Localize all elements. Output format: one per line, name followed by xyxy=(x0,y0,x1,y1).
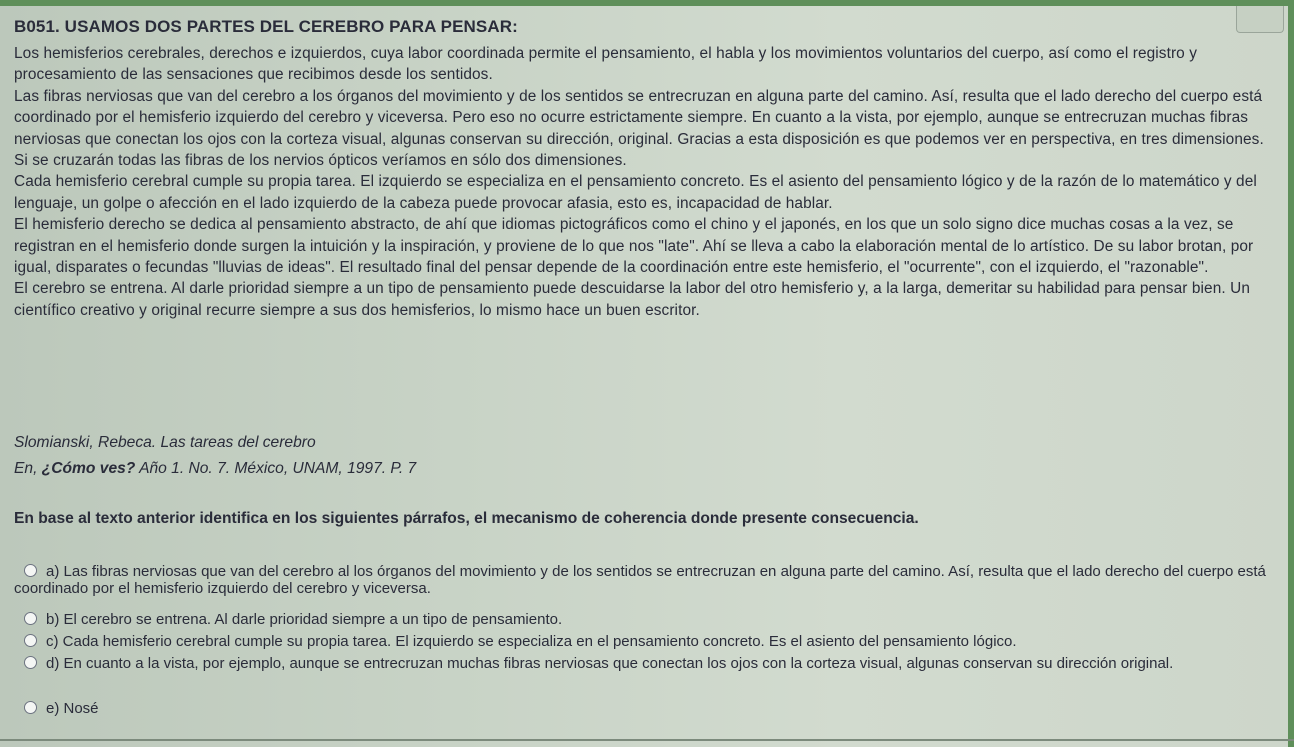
reading-passage xyxy=(14,43,1282,321)
option-e-label[interactable]: e) Nosé xyxy=(46,700,99,717)
top-accent-bar xyxy=(0,0,1294,6)
option-a-label[interactable]: a) Las fibras nerviosas que van del cerebro al los órganos del movimiento y de los sentidos se entrecruzan en alguna parte del camino. Así, resulta que el lado derecho del cuerpo está coordinado por el hemisferio izquierdo del cerebro y viceversa. xyxy=(14,563,1266,597)
passage-paragraph: El hemisferio derecho se dedica al pensamiento abstracto, de ahí que idiomas pictográficos como el chino y el japonés, en los que un solo signo dice muchas cosas a la vez, se registran en el hemisferio donde surgen la intuición y la inspiración, y proviene de lo que nos "late". Ahí se lleva a cabo la elaboración mental de lo artístico. De su labor brotan, por igual, disparates o fecundas "lluvias de ideas". El resultado final del pensar depende de la coordinación entre este hemisferio, el "ocurrente", con el izquierdo, el "razonable". xyxy=(14,216,1254,277)
radio-button-e[interactable] xyxy=(24,701,37,714)
radio-button-b[interactable] xyxy=(24,612,37,625)
answer-options xyxy=(14,563,1284,722)
bottom-divider xyxy=(0,739,1294,741)
radio-button-c[interactable] xyxy=(24,634,37,647)
passage-paragraph: El cerebro se entrena. Al darle prioridad siempre a un tipo de pensamiento puede descuidarse la labor del otro hemisferio y, a la larga, demeritar su habilidad para pensar bien. Un científico creativo y original recurre siempre a sus dos hemisferios, lo mismo hace un buen escritor. xyxy=(14,280,1250,319)
option-c[interactable] xyxy=(14,633,1284,655)
citation-magazine: ¿Cómo ves? xyxy=(41,460,136,477)
option-a[interactable] xyxy=(14,563,1284,611)
question-prompt: En base al texto anterior identifica en los siguientes párrafos, el mecanismo de coherencia donde presente consecuencia. xyxy=(14,510,919,527)
option-e[interactable] xyxy=(14,700,1284,722)
option-c-label[interactable]: c) Cada hemisferio cerebral cumple su propia tarea. El izquierdo se especializa en el pensamiento concreto. Es el asiento del pensamiento lógico. xyxy=(46,633,1017,650)
option-b-label[interactable]: b) El cerebro se entrena. Al darle prioridad siempre a un tipo de pensamiento. xyxy=(46,611,563,628)
question-title: B051. USAMOS DOS PARTES DEL CEREBRO PARA PENSAR: xyxy=(14,17,518,36)
right-accent-bar xyxy=(1288,0,1294,747)
citation xyxy=(14,430,416,482)
radio-button-d[interactable] xyxy=(24,656,37,669)
option-d[interactable] xyxy=(14,655,1284,700)
option-b[interactable] xyxy=(14,611,1284,633)
citation-details: Año 1. No. 7. México, UNAM, 1997. P. 7 xyxy=(135,460,417,477)
option-d-label[interactable]: d) En cuanto a la vista, por ejemplo, aunque se entrecruzan muchas fibras nerviosas que conectan los ojos con la corteza visual, algunas conservan su dirección original. xyxy=(46,655,1174,672)
passage-paragraph: Los hemisferios cerebrales, derechos e izquierdos, cuya labor coordinada permite el pensamiento, el habla y los movimientos voluntarios del cuerpo, así como el registro y procesamiento de las sensaciones que recibimos desde los sentidos. xyxy=(14,45,1198,84)
passage-paragraph: Las fibras nerviosas que van del cerebro a los órganos del movimiento y de los sentidos se entrecruzan en alguna parte del camino. Así, resulta que el lado derecho del cuerpo está coordinado por el hemisferio izquierdo del cerebro y viceversa. Pero eso no ocurre estrictamente siempre. En cuanto a la vista, por ejemplo, aunque se entrecruzan muchas fibras nerviosas que conectan los ojos con la corteza visual, algunas conservan su dirección, original. Gracias a esta disposición es que podemos ver en perspectiva, en tres dimensiones. Si se cruzarán todas las fibras de los nervios ópticos veríamos en sólo dos dimensiones. xyxy=(14,87,1264,170)
passage-paragraph: Cada hemisferio cerebral cumple su propia tarea. El izquierdo se especializa en el pensamiento concreto. Es el asiento del pensamiento lógico y de la razón de lo matemático y del lenguaje, un golpe o afección en el lado izquierdo de la cabeza puede provocar afasia, esto es, incapacidad de hablar. xyxy=(14,173,1257,212)
citation-author: Slomianski, Rebeca. Las tareas del cerebro xyxy=(14,434,316,451)
citation-source xyxy=(14,456,416,482)
citation-prefix: En, xyxy=(14,460,42,477)
corner-tab xyxy=(1236,6,1284,33)
radio-button-a[interactable] xyxy=(24,564,37,577)
